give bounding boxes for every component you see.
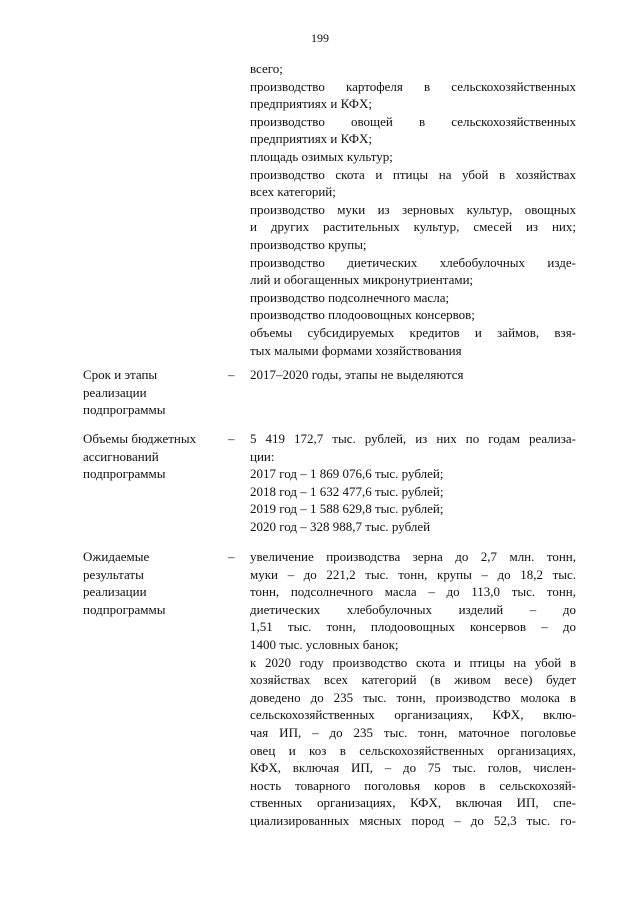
value-line: муки – до 221,2 тыс. тонн, крупы – до 18,2 тыс. <box>250 566 576 582</box>
value-line: хозяйствах всех категорий (в живом весе) будет <box>250 672 576 688</box>
value-line: чая ИП, – до 235 тыс. тонн, маточное поголовье <box>250 724 576 740</box>
list-item: производство муки из зерновых культур, овощных <box>250 201 576 217</box>
label-line: Объемы бюджетных <box>83 431 197 446</box>
value-line: 2019 год – 1 588 629,8 тыс. рублей; <box>250 501 444 517</box>
section-value <box>250 430 576 536</box>
value-line: доведено до 235 тыс. тонн, производство молока в <box>250 689 576 705</box>
value-line: 1,51 тыс. тонн, плодоовощных консервов – до <box>250 619 576 635</box>
list-item: производство овощей в сельскохозяйственных <box>250 113 576 129</box>
label-line: Срок и этапы <box>83 367 158 382</box>
list-item: лий и обогащенных микронутриентами; <box>250 272 474 288</box>
list-item: всего; <box>250 61 283 76</box>
value-line: ственных организациях, КФХ, включая ИП, спе- <box>250 795 576 811</box>
list-item: производство скота и птицы на убой в хозяйствах <box>250 166 576 182</box>
label-line: реализации <box>83 584 147 600</box>
value-line: диетических хлебобулочных изделий – до <box>250 601 576 617</box>
value-line: тонн, подсолнечного масла – до 113,0 тыс. тонн, <box>250 584 576 600</box>
section-value <box>250 548 576 830</box>
value-line: 2017 год – 1 869 076,6 тыс. рублей; <box>250 466 444 482</box>
label-line: подпрограммы <box>83 601 166 617</box>
list-item: предприятиях и КФХ; <box>250 131 373 147</box>
value-line: сельскохозяйственных организациях, КФХ, вклю- <box>250 707 576 723</box>
list-item: тых малыми формами хозяйствования <box>250 342 462 358</box>
section-dash: – <box>228 549 235 564</box>
value-line: к 2020 году производство скота и птицы на убой в <box>250 654 576 670</box>
list-item: предприятиях и КФХ; <box>250 96 373 112</box>
list-item: площадь озимых культур; <box>250 148 393 164</box>
value-line: 2018 год – 1 632 477,6 тыс. рублей; <box>250 483 444 499</box>
section-label <box>83 366 223 419</box>
label-line: подпрограммы <box>83 402 166 418</box>
label-line: результаты <box>83 566 144 582</box>
label-line: ассигнований <box>83 448 159 464</box>
label-line: реализации <box>83 384 147 400</box>
value-line: циализированных мясных пород – до 52,3 тыс. го- <box>250 812 576 828</box>
value-line: 2020 год – 328 988,7 тыс. рублей <box>250 518 431 534</box>
list-item: производство диетических хлебобулочных изде- <box>250 254 576 270</box>
label-line: Ожидаемые <box>83 549 150 564</box>
value-line: ность товарного поголовья коров в сельскохозяй- <box>250 777 576 793</box>
value-line: овец и коз в сельскохозяйственных организациях, <box>250 742 576 758</box>
value-line: увеличение производства зерна до 2,7 млн. тонн, <box>250 549 576 564</box>
value-line: 5 419 172,7 тыс. рублей, из них по годам реализа- <box>250 431 576 446</box>
list-item: производство подсолнечного масла; <box>250 289 450 305</box>
value-line: ции: <box>250 448 275 464</box>
indicator-list <box>250 60 576 359</box>
section-label <box>83 430 223 483</box>
label-line: подпрограммы <box>83 466 166 482</box>
list-item: всех категорий; <box>250 184 336 200</box>
section-value <box>250 366 576 384</box>
section-label <box>83 548 223 618</box>
value-line: КФХ, включая ИП, – до 75 тыс. голов, числен- <box>250 760 576 776</box>
value-line: 1400 тыс. условных банок; <box>250 636 399 652</box>
list-item: производство крупы; <box>250 236 367 252</box>
list-item: производство картофеля в сельскохозяйственных <box>250 78 576 94</box>
page-number: 199 <box>311 31 329 45</box>
list-item: и других растительных культур, смесей из них; <box>250 219 576 235</box>
list-item: объемы субсидируемых кредитов и займов, взя- <box>250 324 576 340</box>
section-dash: – <box>228 431 235 446</box>
section-dash: – <box>228 367 235 382</box>
value-line: 2017–2020 годы, этапы не выделяются <box>250 367 464 382</box>
list-item: производство плодоовощных консервов; <box>250 307 475 323</box>
